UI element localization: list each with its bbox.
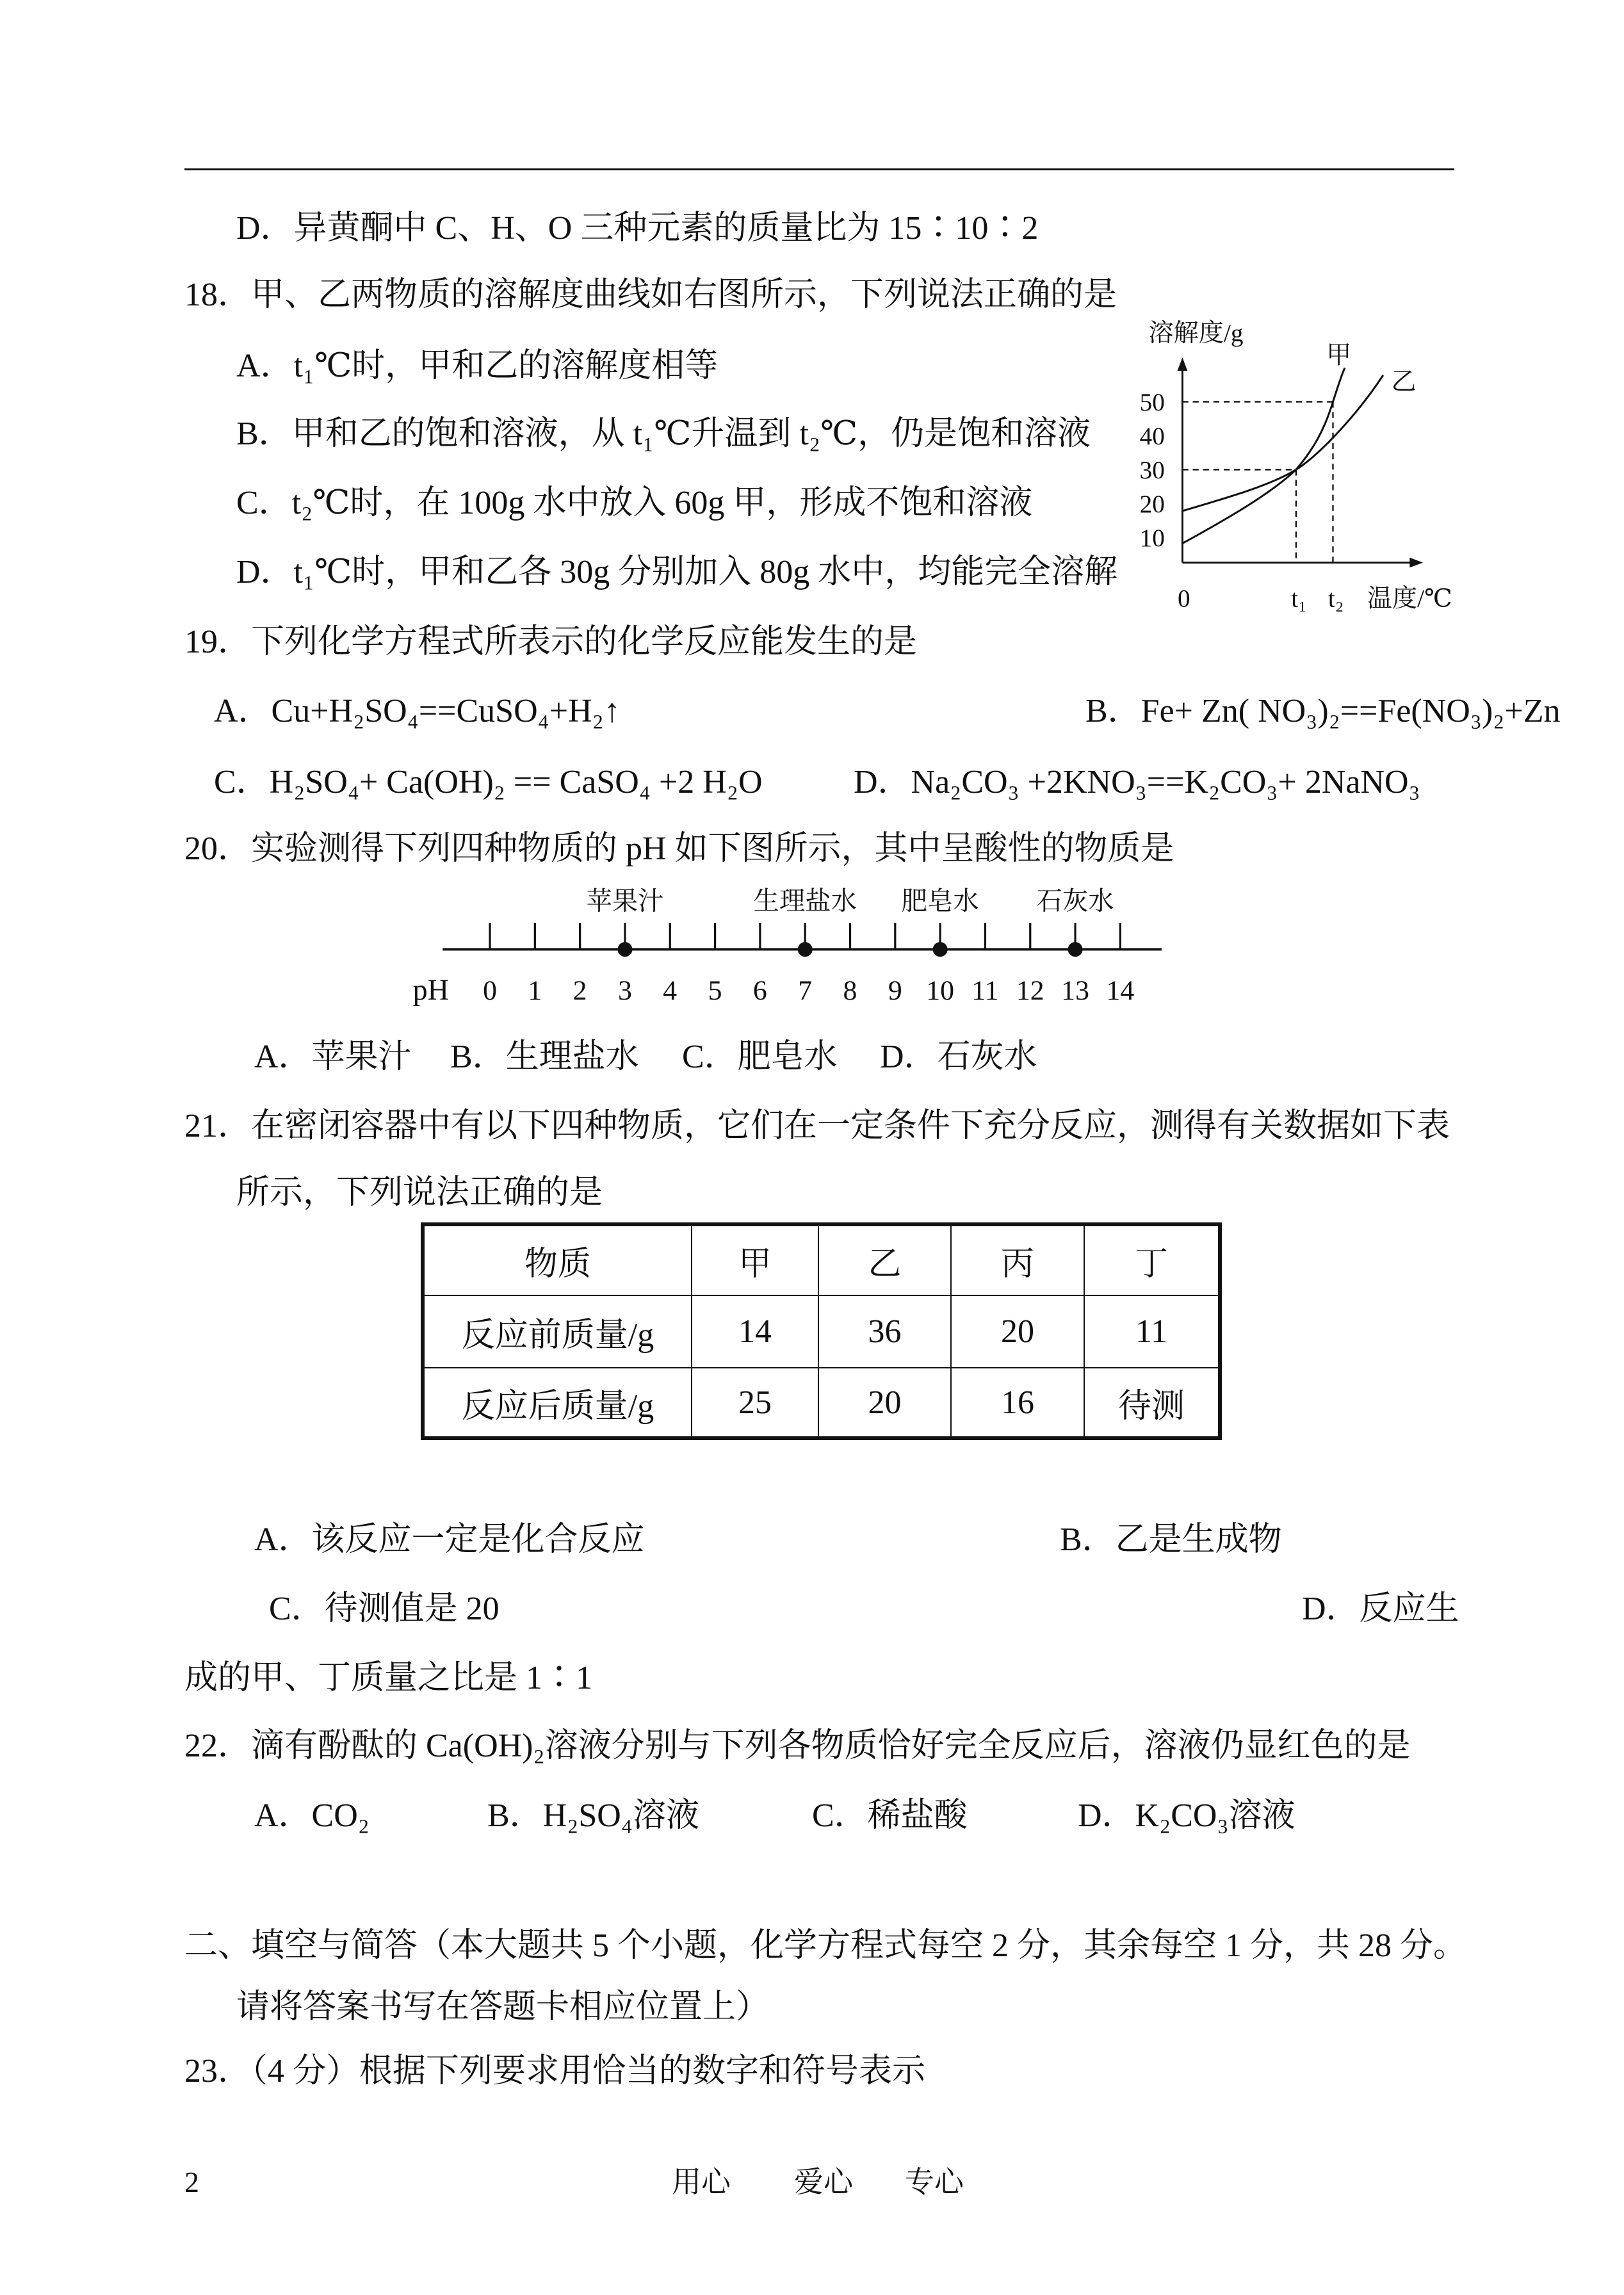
ph-tick-label: 2 [572, 975, 587, 1007]
ph-tick-label: 1 [528, 975, 542, 1007]
question-18-option-b: B．甲和乙的饱和溶液，从 t₁℃升温到 t₂℃，仍是饱和溶液 [236, 416, 1091, 452]
table-header-row [423, 1224, 1220, 1295]
ph-tick-label: 8 [843, 975, 857, 1007]
ph-substance-label: 生理盐水 [753, 886, 857, 916]
ph-tick-label: 3 [618, 975, 632, 1007]
ph-tick-label: 6 [752, 975, 767, 1007]
ph-substance-label: 肥皂水 [901, 886, 979, 916]
ph-marker [1068, 942, 1083, 957]
table-cell: 11 [1084, 1295, 1220, 1368]
ph-tick-label: 10 [926, 975, 955, 1007]
question-18-option-a: A．t₁℃时，甲和乙的溶解度相等 [236, 348, 719, 384]
table-row [423, 1295, 1220, 1368]
table-header-cell: 丁 [1084, 1224, 1220, 1295]
x-axis-arrow [1409, 558, 1423, 568]
table-cell: 14 [692, 1295, 818, 1368]
question-20-option-d: D．石灰水 [880, 1039, 1037, 1075]
y-axis-arrow [1178, 357, 1188, 371]
y-tick-label: 20 [1139, 491, 1165, 519]
page-number: 2 [184, 2166, 199, 2198]
y-tick-label: 40 [1139, 423, 1165, 451]
table-cell: 待测 [1084, 1368, 1220, 1438]
question-21-stem-line-1: 21．在密闭容器中有以下四种物质，它们在一定条件下充分反应，测得有关数据如下表 [184, 1108, 1450, 1144]
ph-marker [798, 942, 813, 957]
question-18-option-c: C．t₂℃时，在 100g 水中放入 60g 甲，形成不饱和溶液 [236, 485, 1033, 521]
question-22-option-b: B．H₂SO₄溶液 [487, 1797, 699, 1834]
ph-tick-label: 5 [708, 975, 722, 1007]
question-19-option-a: A．Cu+H₂SO₄==CuSO₄+H₂↑ [214, 693, 621, 729]
table-cell: 36 [818, 1295, 951, 1368]
ph-tick-label: 11 [971, 975, 999, 1007]
carryover-option-d: D．异黄酮中 C、H、O 三种元素的质量比为 15∶10∶2 [236, 210, 1039, 247]
question-18-stem: 18．甲、乙两物质的溶解度曲线如右图所示，下列说法正确的是 [184, 277, 1117, 313]
table-row [423, 1368, 1220, 1438]
section-2-heading-line-1: 二、填空与简答（本大题共 5 个小题，化学方程式每空 2 分，其余每空 1 分，共 28 分。 [184, 1927, 1467, 1964]
table-cell: 20 [818, 1368, 951, 1438]
question-19-option-b: B．Fe+ Zn( NO₃)₂==Fe(NO₃)₂+Zn [1085, 693, 1561, 729]
ph-scale-figure [398, 879, 1181, 1019]
question-19-stem: 19．下列化学方程式所表示的化学反应能发生的是 [184, 624, 918, 660]
question-20-option-c: C．肥皂水 [682, 1039, 838, 1075]
ph-tick-label: 9 [888, 975, 902, 1007]
question-22-option-d: D．K₂CO₃溶液 [1078, 1797, 1295, 1834]
question-23-stem: 23．（4 分）根据下列要求用恰当的数字和符号表示 [184, 2053, 926, 2089]
origin-label: 0 [1177, 585, 1190, 613]
y-tick-label: 50 [1139, 389, 1165, 417]
question-20-option-b: B．生理盐水 [450, 1039, 639, 1075]
curve-yi [1182, 375, 1383, 511]
table-cell: 25 [692, 1368, 818, 1438]
question-20-stem: 20．实验测得下列四种物质的 pH 如下图所示，其中呈酸性的物质是 [184, 831, 1174, 867]
ph-ticks [483, 923, 1134, 1006]
ph-tick-label: 4 [663, 975, 678, 1007]
reaction-mass-table [421, 1222, 1222, 1440]
table-header-cell: 丙 [951, 1224, 1084, 1295]
ph-tick-label: 7 [798, 975, 813, 1007]
footer-slogan-1: 用心 [672, 2166, 731, 2198]
curve-label-yi: 乙 [1391, 368, 1417, 396]
ph-tick-label: 0 [483, 975, 497, 1007]
ph-tick-label: 12 [1016, 975, 1044, 1007]
curve-jia [1182, 368, 1344, 543]
table-cell: 反应后质量/g [423, 1368, 692, 1438]
x-tick-label: t₂ [1328, 585, 1344, 613]
question-20-option-a: A．苹果汁 [254, 1039, 412, 1075]
y-tick-label: 10 [1139, 524, 1165, 553]
question-21-option-a: A．该反应一定是化合反应 [254, 1521, 645, 1558]
question-22-stem: 22．滴有酚酞的 Ca(OH)₂溶液分别与下列各物质恰好完全反应后，溶液仍显红色的是 [184, 1728, 1411, 1764]
question-19-option-d: D．Na₂CO₃ +2KNO₃==K₂CO₃+ 2NaNO₃ [854, 764, 1420, 800]
y-axis-label: 溶解度/g [1148, 319, 1244, 347]
footer-slogan-2: 爱心 [794, 2166, 853, 2198]
ph-substance-label: 石灰水 [1036, 886, 1114, 916]
table-cell: 20 [951, 1295, 1084, 1368]
question-22-option-a: A．CO₂ [254, 1797, 369, 1834]
x-tick-label: t₁ [1291, 585, 1307, 613]
ph-substance-label: 苹果汁 [586, 886, 664, 916]
table-cell: 反应前质量/g [423, 1295, 692, 1368]
table-cell: 16 [951, 1368, 1084, 1438]
question-18-option-d: D．t₁℃时，甲和乙各 30g 分别加入 80g 水中，均能完全溶解 [236, 554, 1118, 590]
solubility-curve-figure [1122, 318, 1476, 613]
x-axis-label: 温度/℃ [1367, 585, 1452, 613]
header-rule [184, 168, 1454, 170]
ph-axis-label: pH [412, 973, 449, 1007]
question-22-option-c: C．稀盐酸 [812, 1797, 968, 1834]
table-header-cell: 乙 [818, 1224, 951, 1295]
question-21-option-c: C．待测值是 20 [269, 1591, 499, 1627]
curve-label-jia: 甲 [1326, 341, 1352, 369]
footer-slogan-3: 专心 [905, 2166, 964, 2198]
y-tick-label: 30 [1139, 457, 1165, 485]
ph-tick-label: 13 [1061, 975, 1089, 1007]
question-21-option-b: B．乙是生成物 [1060, 1521, 1282, 1558]
ph-marker [617, 942, 632, 957]
question-19-option-c: C．H₂SO₄+ Ca(OH)₂ == CaSO₄ +2 H₂O [214, 764, 763, 800]
ph-tick-label: 14 [1106, 975, 1135, 1007]
question-21-option-d: D．反应生 [1302, 1591, 1459, 1627]
question-21-option-d-continued: 成的甲、丁质量之比是 1∶1 [184, 1660, 593, 1696]
section-2-heading-line-2: 请将答案书写在答题卡相应位置上） [236, 1989, 770, 2025]
question-21-stem-line-2: 所示，下列说法正确的是 [236, 1174, 603, 1211]
table-header-cell: 甲 [692, 1224, 818, 1295]
table-header-cell: 物质 [423, 1224, 692, 1295]
ph-marker [933, 942, 948, 957]
